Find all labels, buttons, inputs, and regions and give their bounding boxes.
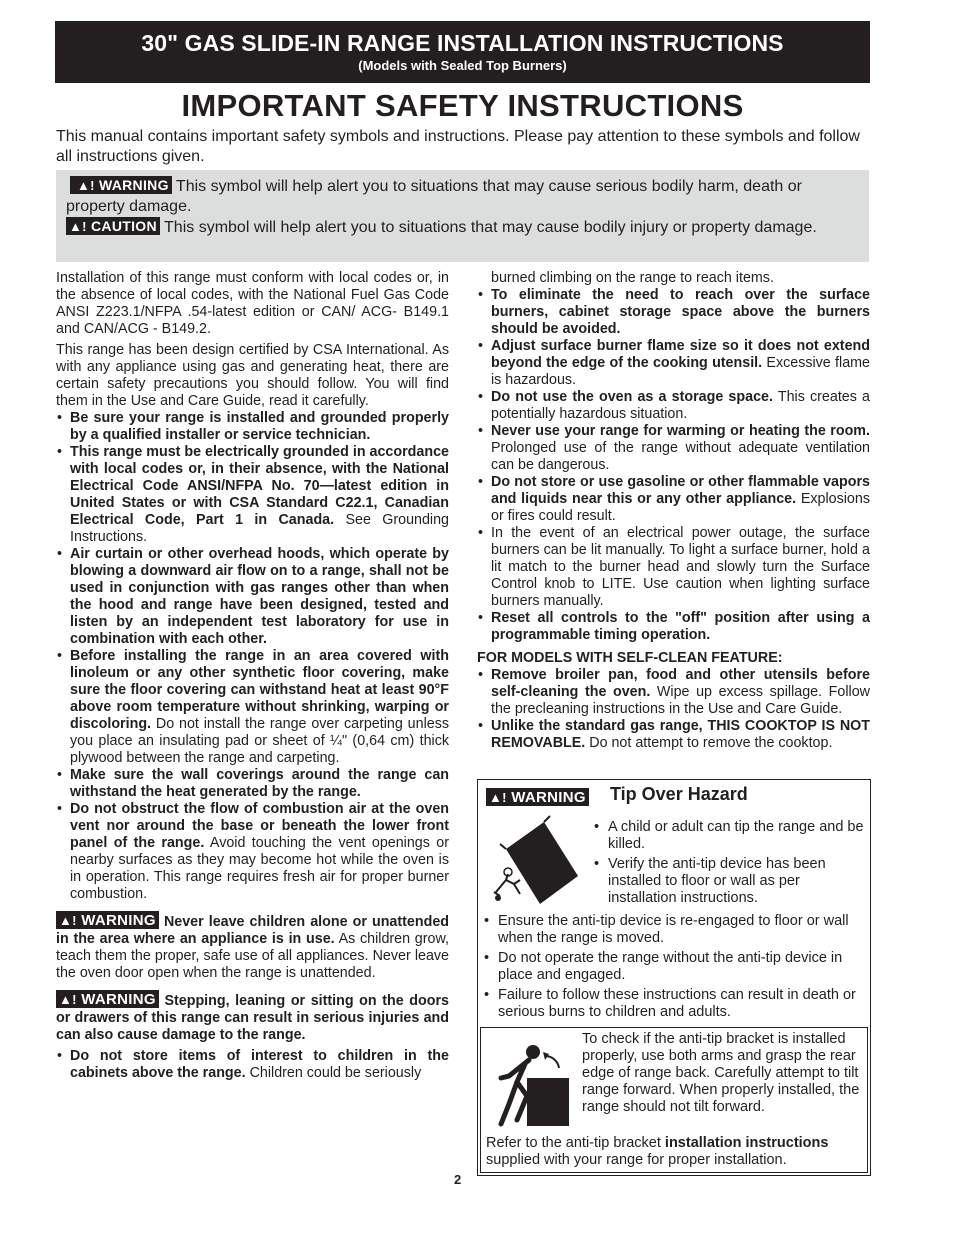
list-item: • Before installing the range in an area covered with linoleum or any other synthetic floor covering, make sure the floor covering can withstand heat at least 90°F above room temperature without shrinking, warping or discoloring. Do not install the range over carpeting unless you place an insulating pad or sheet of ¼" (0,64 cm) thick plywood between the range and carpeting.: [56, 648, 449, 767]
tip-warning-header: [486, 788, 589, 808]
right-column: [477, 270, 870, 752]
caution-badge: ▲! CAUTION: [66, 217, 160, 235]
tip-over-title: Tip Over Hazard: [610, 784, 748, 804]
list-item: • Air curtain or other overhead hoods, which operate by blowing a downward air flow on to a range, shall not be used in conjunction with gas ranges other than when the hood and range have been designed, tested and listen by an independent test laboratory for use in combination with each other.: [56, 546, 449, 648]
list-item: • Verify the anti-tip device has been installed to floor or wall as per installation instructions.: [594, 856, 864, 907]
list-item: • Do not store items of interest to children in the cabinets above the range. Children could be seriously: [56, 1048, 449, 1082]
caution-triangle-icon: ▲!: [69, 219, 87, 234]
list-item: • Do not store or use gasoline or other flammable vapors and liquids near this or any other appliance. Explosions or fires could result.: [477, 474, 870, 525]
list-item: • This range must be electrically grounded in accordance with local codes or, in their absence, with the National Electrical Code ANSI/NFPA No. 70—latest edition in United States or with CSA Standard C22.1, Canadian Electrical Code, Part 1 in Canada. See Grounding Instructions.: [56, 444, 449, 546]
warning-legend: [66, 176, 859, 217]
symbol-legend-box: [56, 170, 869, 262]
list-item: • Do not use the oven as a storage space. This creates a potentially hazardous situation.: [477, 389, 870, 423]
caution-legend-text: This symbol will help alert you to situations that may cause bodily injury or property damage.: [164, 219, 817, 236]
list-item: • Ensure the anti-tip device is re-engaged to floor or wall when the range is moved.: [484, 913, 864, 947]
tip-over-hazard-box: [477, 779, 871, 1176]
list-item: • Never use your range for warming or heating the room. Prolonged use of the range without adequate ventilation can be dangerous.: [477, 423, 870, 474]
intro-paragraph: This manual contains important safety symbols and instructions. Please pay attention to these symbols and follow all instructions given.: [56, 128, 860, 165]
code-paragraph: Installation of this range must conform with local codes or, in the absence of local codes, with the National Fuel Gas Code ANSI Z223.1/NFPA .54-latest edition or CAN/ ACG- B149.1 and CAN/ACG - B149.2.: [56, 270, 449, 337]
list-item: • Reset all controls to the "off" position after using a programmable timing operation.: [477, 610, 870, 644]
list-item: • To eliminate the need to reach over the surface burners, cabinet storage space above the burners should be avoided.: [477, 287, 870, 338]
left-column: [56, 270, 449, 1082]
warning-triangle-icon: ▲!: [77, 178, 95, 193]
certification-paragraph: This range has been design certified by CSA International. As with any appliance using gas and generating heat, there are certain safety precautions you should follow. You will find them in the Use and Care Guide, read it carefully.: [56, 342, 449, 409]
list-item: • Do not obstruct the flow of combustion air at the oven vent nor around the base or beneath the lower front panel of the range. Avoid touching the vent openings or nearby surfaces as they may become hot while the oven is in operation. This range requires fresh air for proper burner combustion.: [56, 801, 449, 903]
children-warning: ▲! WARNING Never leave children alone or unattended in the area where an appliance is in use. As children grow, teach them the proper, safe use of all appliances. Never leave the oven door open when the range is unattended.: [56, 912, 449, 981]
self-clean-heading: FOR MODELS WITH SELF-CLEAN FEATURE:: [477, 650, 783, 666]
list-item: • Failure to follow these instructions can result in death or serious burns to children and adults.: [484, 987, 864, 1021]
warning-badge: ▲! WARNING: [70, 176, 172, 194]
list-item: • Do not operate the range without the anti-tip device in place and engaged.: [484, 950, 864, 984]
tip-top-list: [594, 819, 864, 907]
list-item: • Adjust surface burner flame size so it does not extend beyond the edge of the cooking utensil. Excessive flame is hazardous.: [477, 338, 870, 389]
page-number: 2: [454, 1172, 462, 1187]
list-item: • Remove broiler pan, food and other utensils before self-cleaning the oven. Wipe up excess spillage. Follow the precleaning instructions in the Use and Care Guide.: [477, 667, 870, 718]
list-item: • Make sure the wall coverings around the range can withstand the heat generated by the range.: [56, 767, 449, 801]
check-instructions: To check if the anti-tip bracket is installed properly, use both arms and grasp the rear edge of range back. Carefully attempt to tilt range forward. When properly installed, the range should not tilt forward.: [582, 1031, 860, 1115]
document-title: 30" GAS SLIDE-IN RANGE INSTALLATION INSTRUCTIONS: [141, 30, 784, 56]
caution-legend: [66, 217, 859, 238]
page-title: IMPORTANT SAFETY INSTRUCTIONS: [181, 88, 744, 123]
list-item: • Unlike the standard gas range, THIS COOKTOP IS NOT REMOVABLE. Do not attempt to remove the cooktop.: [477, 718, 870, 752]
warning-triangle-icon: ▲!: [489, 790, 507, 805]
tipping-range-illustration: [486, 814, 586, 906]
warning-badge: ▲! WARNING: [56, 990, 159, 1008]
continued-text: burned climbing on the range to reach items.: [491, 270, 774, 286]
warning-triangle-icon: ▲!: [59, 913, 77, 928]
warning-legend-text: This symbol will help alert you to situations that may cause serious bodily harm, death or property damage.: [66, 178, 802, 215]
stepping-warning: ▲! WARNING Stepping, leaning or sitting on the doors or drawers of this range can result in serious injuries and can also cause damage to the range.: [56, 991, 449, 1043]
warning-badge: ▲! WARNING: [486, 788, 589, 806]
list-item: • A child or adult can tip the range and be killed.: [594, 819, 864, 853]
tip-full-list: [484, 913, 864, 1021]
warning-badge: ▲! WARNING: [56, 911, 159, 929]
list-item: • Be sure your range is installed and grounded properly by a qualified installer or service technician.: [56, 410, 449, 444]
warning-triangle-icon: ▲!: [59, 992, 77, 1007]
list-item: • In the event of an electrical power outage, the surface burners can be lit manually. To light a surface burner, hold a lit match to the burner head and slowly turn the Surface Control knob to LITE. Use caution when lighting surface burners manually.: [477, 525, 870, 610]
document-subtitle: (Models with Sealed Top Burners): [358, 58, 567, 73]
header-banner: [55, 21, 870, 83]
anti-tip-check-box: [480, 1027, 868, 1173]
refer-instructions: Refer to the anti-tip bracket installation instructions supplied with your range for proper installation.: [486, 1135, 829, 1168]
anti-tip-check-illustration: [487, 1038, 573, 1128]
